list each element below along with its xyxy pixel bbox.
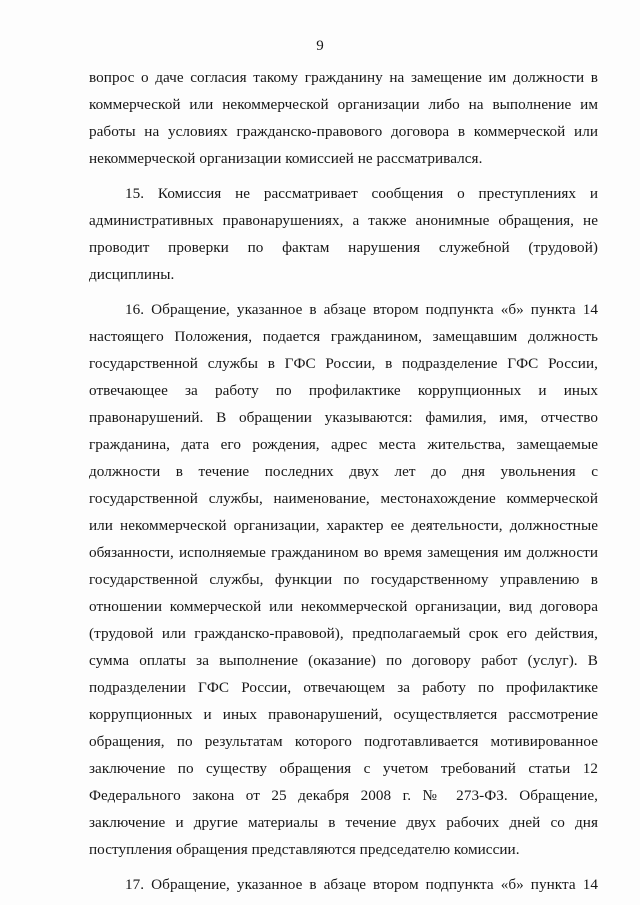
paragraph (89, 871, 598, 898)
text-line: должности в течение последних двух лет до дня увольнения с (89, 463, 598, 480)
paragraph-gap (89, 863, 598, 871)
paragraph (89, 180, 598, 288)
text-line: государственной службы, наименование, местонахождение коммерческой (89, 490, 598, 507)
text-line: правонарушений. В обращении указываются: фамилия, имя, отчество (89, 409, 598, 426)
text-line: отношении коммерческой или некоммерческой организации, вид договора (89, 598, 598, 615)
paragraph (89, 296, 598, 863)
text-line: сумма оплаты за выполнение (оказание) по договору работ (услуг). В (89, 652, 598, 669)
text-line: некоммерческой организации комиссией не рассматривался. (89, 150, 483, 167)
page-number: 9 (316, 38, 324, 54)
text-line: работы на условиях гражданско-правового договора в коммерческой или (89, 123, 598, 140)
text-line: 15. Комиссия не рассматривает сообщения о преступлениях и (125, 185, 598, 202)
text-line: обращения, по результатам которого подготавливается мотивированное (89, 733, 598, 750)
text-line: заключение по существу обращения с учетом требований статьи 12 (89, 760, 598, 777)
text-line: государственной службы в ГФС России, в подразделение ГФС России, (89, 355, 598, 372)
text-line: настоящего Положения, подается гражданином, замещавшим должность (89, 328, 598, 345)
text-line: поступления обращения представляются председателю комиссии. (89, 841, 520, 858)
text-line: 16. Обращение, указанное в абзаце втором подпункта «б» пункта 14 (125, 301, 598, 318)
text-line: дисциплины. (89, 266, 175, 283)
text-line: подразделении ГФС России, отвечающем за работу по профилактике (89, 679, 598, 696)
text-line: 17. Обращение, указанное в абзаце втором подпункта «б» пункта 14 (125, 876, 598, 893)
text-line: вопрос о даче согласия такому гражданину на замещение им должности в (89, 69, 598, 86)
paragraph (89, 64, 598, 172)
document-body (89, 64, 598, 898)
text-line: или некоммерческой организации, характер ее деятельности, должностные (89, 517, 598, 534)
paragraph-gap (89, 172, 598, 180)
text-line: коррупционных и иных правонарушений, осуществляется рассмотрение (89, 706, 598, 723)
text-line: административных правонарушениях, а также анонимные обращения, не (89, 212, 598, 229)
text-line: Федерального закона от 25 декабря 2008 г. № 273-ФЗ. Обращение, (89, 787, 598, 804)
text-line: (трудовой или гражданско-правовой), предполагаемый срок его действия, (89, 625, 598, 642)
text-line: гражданина, дата его рождения, адрес места жительства, замещаемые (89, 436, 598, 453)
text-line: отвечающее за работу по профилактике коррупционных и иных (89, 382, 598, 399)
text-line: государственной службы, функции по государственному управлению в (89, 571, 598, 588)
text-line: заключение и другие материалы в течение двух рабочих дней со дня (89, 814, 598, 831)
text-line: проводит проверки по фактам нарушения служебной (трудовой) (89, 239, 598, 256)
text-line: коммерческой или некоммерческой организации либо на выполнение им (89, 96, 598, 113)
text-line: обязанности, исполняемые гражданином во время замещения им должности (89, 544, 598, 561)
paragraph-gap (89, 288, 598, 296)
